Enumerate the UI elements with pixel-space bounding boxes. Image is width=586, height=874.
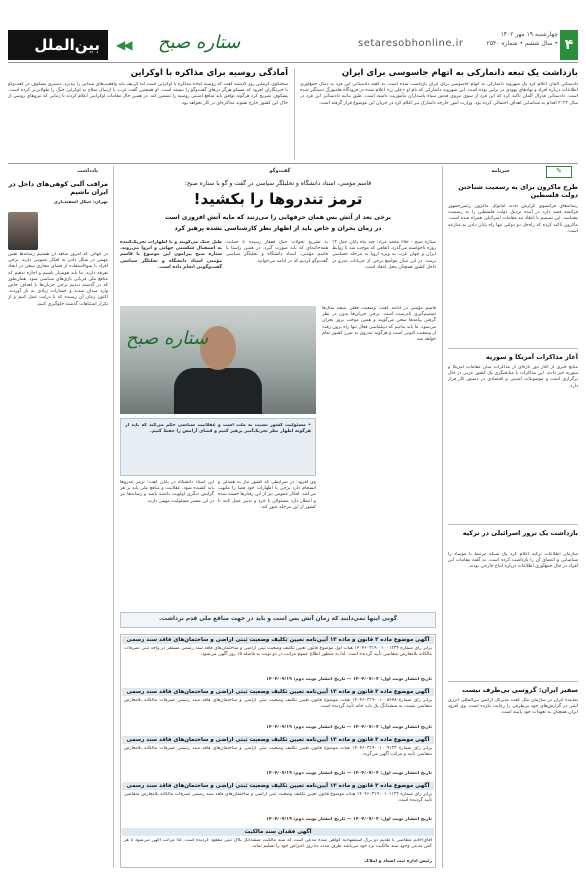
column-rule — [113, 166, 114, 868]
issue-number-line: • سال ششم • شماره ۲۵۴۰ — [486, 40, 558, 47]
notice-4-title: آگهی موضوع ماده ۳ قانون و ماده ۱۳ آیین‌نامه تعیین تکلیف وضعیت ثبتی اراضی و ساختمان‌های فاقد سند رسمی — [126, 783, 430, 789]
pull-quote: گویی اینها نمی‌دانند که زمان آتش بس است و باید در جهت منافع ملی قدم برداشت. — [159, 616, 397, 622]
notice-3-title: آگهی موضوع ماده ۳ قانون و ماده ۱۳ آیین‌نامه تعیین تکلیف وضعیت ثبتی اراضی و ساختمان‌های فاقد سند رسمی — [126, 737, 430, 743]
top-right-title: بازداشت یک تبعه دانمارکی به اتهام جاسوسی برای ایران — [341, 68, 578, 78]
brief-3-title: بازداشت یک ترور اسرائیلی در ترکیه — [462, 529, 578, 537]
brief-4-title: سفیر ایران: گروسی بی‌طرف نیست — [461, 686, 578, 694]
notice-2-title: آگهی موضوع ماده ۳ قانون و ماده ۱۳ آیین‌نامه تعیین تکلیف وضعیت ثبتی اراضی و ساختمان‌های فاقد سند رسمی — [126, 689, 430, 695]
notice-2-footer: تاریخ انتشار نوبت اول: ۱۴۰۴/۰۷/۰۴ — تاریخ انتشار نوبت دوم: ۱۴۰۴/۰۷/۱۹ — [266, 725, 432, 730]
issue-date-line: چهارشنبه ۱۹ مهر ۱۴۰۲ — [500, 31, 558, 38]
note-body: در جهانی که امروز شاهد آن هستیم رسانه‌ها نقش مهمی در شکل دادن به افکار عمومی دارند. برخی افراد با سوءاستفاده از فضای مجازی سعی در ایجاد تفرقه دارند. ما باید هوشیار باشیم و اجازه ندهیم که منافع ملی قربانی بازی‌های سیاسی شود. همان‌طور که در گذشته دیدیم برخی جریان‌ها با اهداف خاص وارد میدان شدند و خسارات زیادی به بار آوردند. اکنون زمان آن رسیده که با درایت عمل کنیم و از تکرار اشتباهات گذشته جلوگیری کنیم. — [8, 252, 108, 307]
photo-caption-box — [120, 418, 316, 476]
interview-col-2: وی افزود: در شرایطی که کشور نیاز به همدلی و انسجام دارد برخی با اظهارات خود فضا را ملتهب می‌کنند. افکار عمومی نیز از این رفتارها خسته شده و انتظار دارد مسئولان با خرد و تدبیر عمل کنند تا کشور از این مرحله عبور کند. — [218, 480, 316, 510]
notice-4-body: برابر رأی شماره ۱۴۰۴۶۰۳۱۹۰۰۱۰۱۱۲۲ هیأت موضوع قانون تعیین تکلیف وضعیت ثبتی اراضی و ساختمان‌های فاقد سند رسمی تصرفات مالکانه بلامعارض متقاضی تأیید گردیده است. — [124, 792, 432, 804]
notice-4-footer: تاریخ انتشار نوبت اول: ۱۴۰۴/۰۷/۰۴ — تاریخ انتشار نوبت دوم: ۱۴۰۴/۰۷/۱۹ — [266, 817, 432, 822]
interview-tag: گفت‌وگو — [269, 168, 291, 174]
note-tag: یادداشت — [77, 168, 98, 174]
notice-1-footer: تاریخ انتشار نوبت اول: ۱۴۰۴/۰۷/۰۴ — تاریخ انتشار نوبت دوم: ۱۴۰۴/۰۷/۱۹ — [266, 677, 432, 682]
interview-kicker: قاسم مؤمنی، استاد دانشگاه و تحلیلگر سیاسی در گفت و گو با ستاره صبح: — [184, 180, 372, 187]
page-header — [8, 30, 578, 60]
interview-photo — [120, 306, 316, 414]
notice-3-body: برابر رأی شماره ۱۴۰۴۶۰۳۱۹۰۰۱۰۰۹۱۲۳ هیأت موضوع قانون تعیین تکلیف وضعیت ثبتی اراضی و ساختمان‌های فاقد سند رسمی تصرفات مالکانه بلامعارض متقاضی تأیید و مراتب آگهی می‌گردد. — [124, 746, 432, 758]
top-right-body: دادستانی آلمان اعلام کرد یک شهروند دانمارکی به اتهام جاسوسی برای ایران بازداشت شده است. به گفته دادستانی این فرد به دنبال جمع‌آوری اطلاعات درباره افراد و نهادهای یهودی در برلین بوده است. این شهروند دانمارکی که نام او «علی ن» اعلام شده در فرودگاه هامبورگ دستگیر شده است. دادستانی فدرال آلمان تاکید کرد که این فرد از سوی نیروی قدس سپاه پاسداران مأموریت داشته است. طبق بیانیه دادستانی این فرد در سال ۲۰۲۲ اقدام به شناسایی اهداف احتمالی کرده بود. وزارت امور خارجه دانمارک نیز اعلام کرد در جریان این موضوع قرار گرفته است. — [300, 82, 578, 106]
photo-caption: • مسئولیت کشور نسبت به ملت است و عقلانیت سیاسی حکم می‌کند که باید از هرگونه اظهار نظر تحریک‌آمیز پرهیز کنیم و فضای آرامش را حفظ کنیم. — [125, 423, 311, 435]
brief-4-body: نماینده ایران در سازمان ملل گفت مدیرکل آژانس بین‌المللی انرژی اتمی در گزارش‌های خود بی‌طرفی را رعایت نکرده است. وی افزود ایران همچنان به تعهدات خود پایبند است. — [448, 698, 578, 716]
newspaper-logo: ستاره صبح — [158, 32, 241, 53]
header-rule — [8, 62, 578, 63]
column-rule — [442, 166, 443, 868]
interview-subhead-1: برخی بعد از آتش بس همان حرفهایی را می‌زنند که مایه آتش افروزی است — [164, 214, 391, 221]
interview-headline: ترمز تندروها را بکشید! — [193, 190, 363, 208]
notice-5-footer: رئیس اداره ثبت اسناد و املاک — [364, 859, 432, 864]
news-brief-icon: ✎ — [546, 166, 572, 178]
top-left-body: سخنگوی کرملین روز گذشته گفت که روسیه آماده مذاکره با اوکراین است اما کی‌یف باید واقعیت‌های میدانی را بپذیرد. دمیتری پسکوف در گفت‌وگو با خبرنگاران افزود که مسکو هرگز درهای گفت‌وگو را نبسته است. او همچنین گفت غرب با ارسال سلاح به اوکراین جنگ را طولانی‌تر کرده است. پسکوف تصریح کرد هرگونه توافق باید منافع امنیتی روسیه را تضمین کند. در همین حال مقامات اوکراینی اعلام کردند تا زمانی که نیروهای روسی از خاک این کشور خارج نشوند مذاکره‌ای در کار نخواهد بود. — [8, 82, 288, 106]
double-chevron-icon: ◀◀ — [116, 38, 131, 52]
brief-rule — [448, 524, 578, 525]
brief-2-body: منابع خبری از آغاز دور تازه‌ای از مذاکرات میان مقامات آمریکا و سوریه خبر دادند. این مذاکرات با میانجیگری یک کشور عربی در حال برگزاری است و موضوعات امنیتی و اقتصادی در دستور کار قرار دارد. — [448, 365, 578, 389]
note-title: مراقب آلبی کوهی‌های داخل در ایران باشیم — [8, 180, 108, 196]
issue-date — [448, 30, 558, 48]
notice-1-title: آگهی موضوع ماده ۳ قانون و ماده ۱۳ آیین‌نامه تعیین تکلیف وضعیت ثبتی اراضی و ساختمان‌های فاقد سند رسمی — [126, 637, 430, 643]
photo-subject — [174, 368, 262, 414]
photo-logo: ستاره صبح — [126, 328, 209, 349]
notice-5-title: آگهی فقدان سند مالکیت — [244, 829, 312, 835]
notice-5-body: آقای/خانم متقاضی با تقدیم دو برگ استشهادیه گواهی شده مدعی است که سند مالکیت ششدانگ پلاک ثبتی مفقود گردیده است. لذا مراتب آگهی می‌شود تا هر کس مدعی وجود سند مالکیت نزد خود می‌باشد ظرف مدت ده روز اعتراض خود را تسلیم نماید. — [124, 838, 432, 850]
note-author: تهران: حیکل اسفندیاری — [53, 200, 108, 205]
notice-3-footer: تاریخ انتشار نوبت اول: ۱۴۰۴/۰۷/۰۴ — تاریخ انتشار نوبت دوم: ۱۴۰۴/۰۷/۱۹ — [266, 771, 432, 776]
notice-1-body: برابر رأی شماره ۱۴۰۴۶۰۳۱۹۰۰۱۰۰۱۲۳۴ هیأت اول موضوع قانون تعیین تکلیف وضعیت ثبتی اراضی و ساختمان‌های فاقد سند رسمی مستقر در واحد ثبتی تصرفات مالکانه بلامعارض متقاضی تأیید گردیده است. لذا به منظور اطلاع عموم مراتب در دو نوبت به فاصله ۱۵ روز آگهی می‌شود. — [124, 646, 432, 658]
author-photo — [8, 212, 38, 250]
site-url: setaresobhonline.ir — [358, 38, 464, 49]
interview-lead-left: طبل جنگ می‌کوبند و با اظهارات تحریک‌کننده به استقبال شکستی جهانی و انزوا می‌روند. ستاره صبح پیرامون این موضوع با قاسم مؤمنی استاد دانشگاه و تحلیلگر سیاسی گفت‌وگویی انجام داده است. — [120, 240, 222, 270]
brief-1-title: طرح ماکرون برای به رسمیت شناختن دولت فلسطین — [458, 183, 578, 199]
interview-lead-mid: به تشریح تحولات جنگ قفقاز رسیده تا حمایت همه‌جانبه‌ای که باید صورت گیرد. در همین راستا با قاسم مؤمنی، استاد دانشگاه و تحلیلگر سیاسی گفت‌وگو کردیم که در ادامه می‌خوانید. — [226, 240, 328, 264]
brief-2-title: آغاز مذاکرات آمریکا و سوریه — [485, 353, 578, 361]
quote-box — [120, 612, 436, 628]
page-number: ۴ — [560, 30, 578, 60]
top-left-title: آمادگی روسیه برای مذاکره با اوکراین — [130, 68, 288, 78]
interview-lead-right: ستاره صبح - خلاء محمد مراد: چند ماه پایان جنگ ۱۲ روزه ناخواسته می‌گذرد. اتفاقی که موجب شد تا روابط ایران و جهان غرب به ویژه اروپا به مرحله حساسی برسد. در این میان مواضع برخی از جریانات تندرو در داخل کشور همچنان محل انتقاد است. — [332, 240, 436, 270]
notice-2-body: برابر رأی شماره ۱۴۰۴۶۰۳۱۹۰۰۱۰۰۵۶۷۸ هیأت موضوع قانون تعیین تکلیف وضعیت ثبتی اراضی و ساختمان‌های فاقد سند رسمی تصرفات مالکانه بلامعارض متقاضی نسبت به ششدانگ یک باب خانه تأیید گردیده است. — [124, 698, 432, 710]
brief-rule — [448, 348, 578, 349]
section-title: بین‌الملل — [8, 30, 108, 60]
brief-rule — [448, 681, 578, 682]
news-brief-tag: خبرنامه — [491, 168, 510, 174]
brief-1-body: رسانه‌های فرانسوی گزارش دادند امانوئل ماکرون رئیس‌جمهور فرانسه قصد دارد در آینده نزدیک دولت فلسطین را به رسمیت بشناسد. این تصمیم با انتقاد تند مقامات اسرائیلی همراه شده است. ماکرون تاکید کرده که راه‌حل دو دولتی تنها راه پایان دادن به منازعه است. — [448, 204, 578, 234]
section-rule — [8, 163, 578, 164]
interview-col-3: این استاد دانشگاه در پایان گفت: ترمز تندروها باید کشیده شود. عقلانیت و منافع ملی باید بر هر گرایش دیگری اولویت داشته باشد و رسانه‌ها نیز در این مسیر مسئولیت مهمی دارند. — [120, 480, 214, 504]
interview-subhead-2: در زمان بحران و خاص باید از اظهار نظر کارشناسی نشده پرهیز کرد — [174, 225, 382, 232]
interview-col-1: قاسم مؤمنی در ادامه گفت: وضعیت فعلی نتیجه سال‌ها تصمیم‌گیری نادرست است. برخی جریان‌ها بدون در نظر گرفتن پیامدها سخن می‌گویند و همین موجب بروز بحران می‌شود. ما باید بدانیم که دیپلماسی فعال تنها راه برون رفت از وضعیت کنونی است و هرگونه تندروی به ضرر کشور تمام خواهد شد. — [322, 306, 436, 343]
brief-3-body: سازمان اطلاعات ترکیه اعلام کرد یک شبکه مرتبط با موساد را شناسایی و اعضای آن را بازداشت کرده است. به گفته مقامات این افراد در حال جمع‌آوری اطلاعات درباره اتباع خارجی بودند. — [448, 552, 578, 570]
column-rule — [294, 68, 295, 160]
